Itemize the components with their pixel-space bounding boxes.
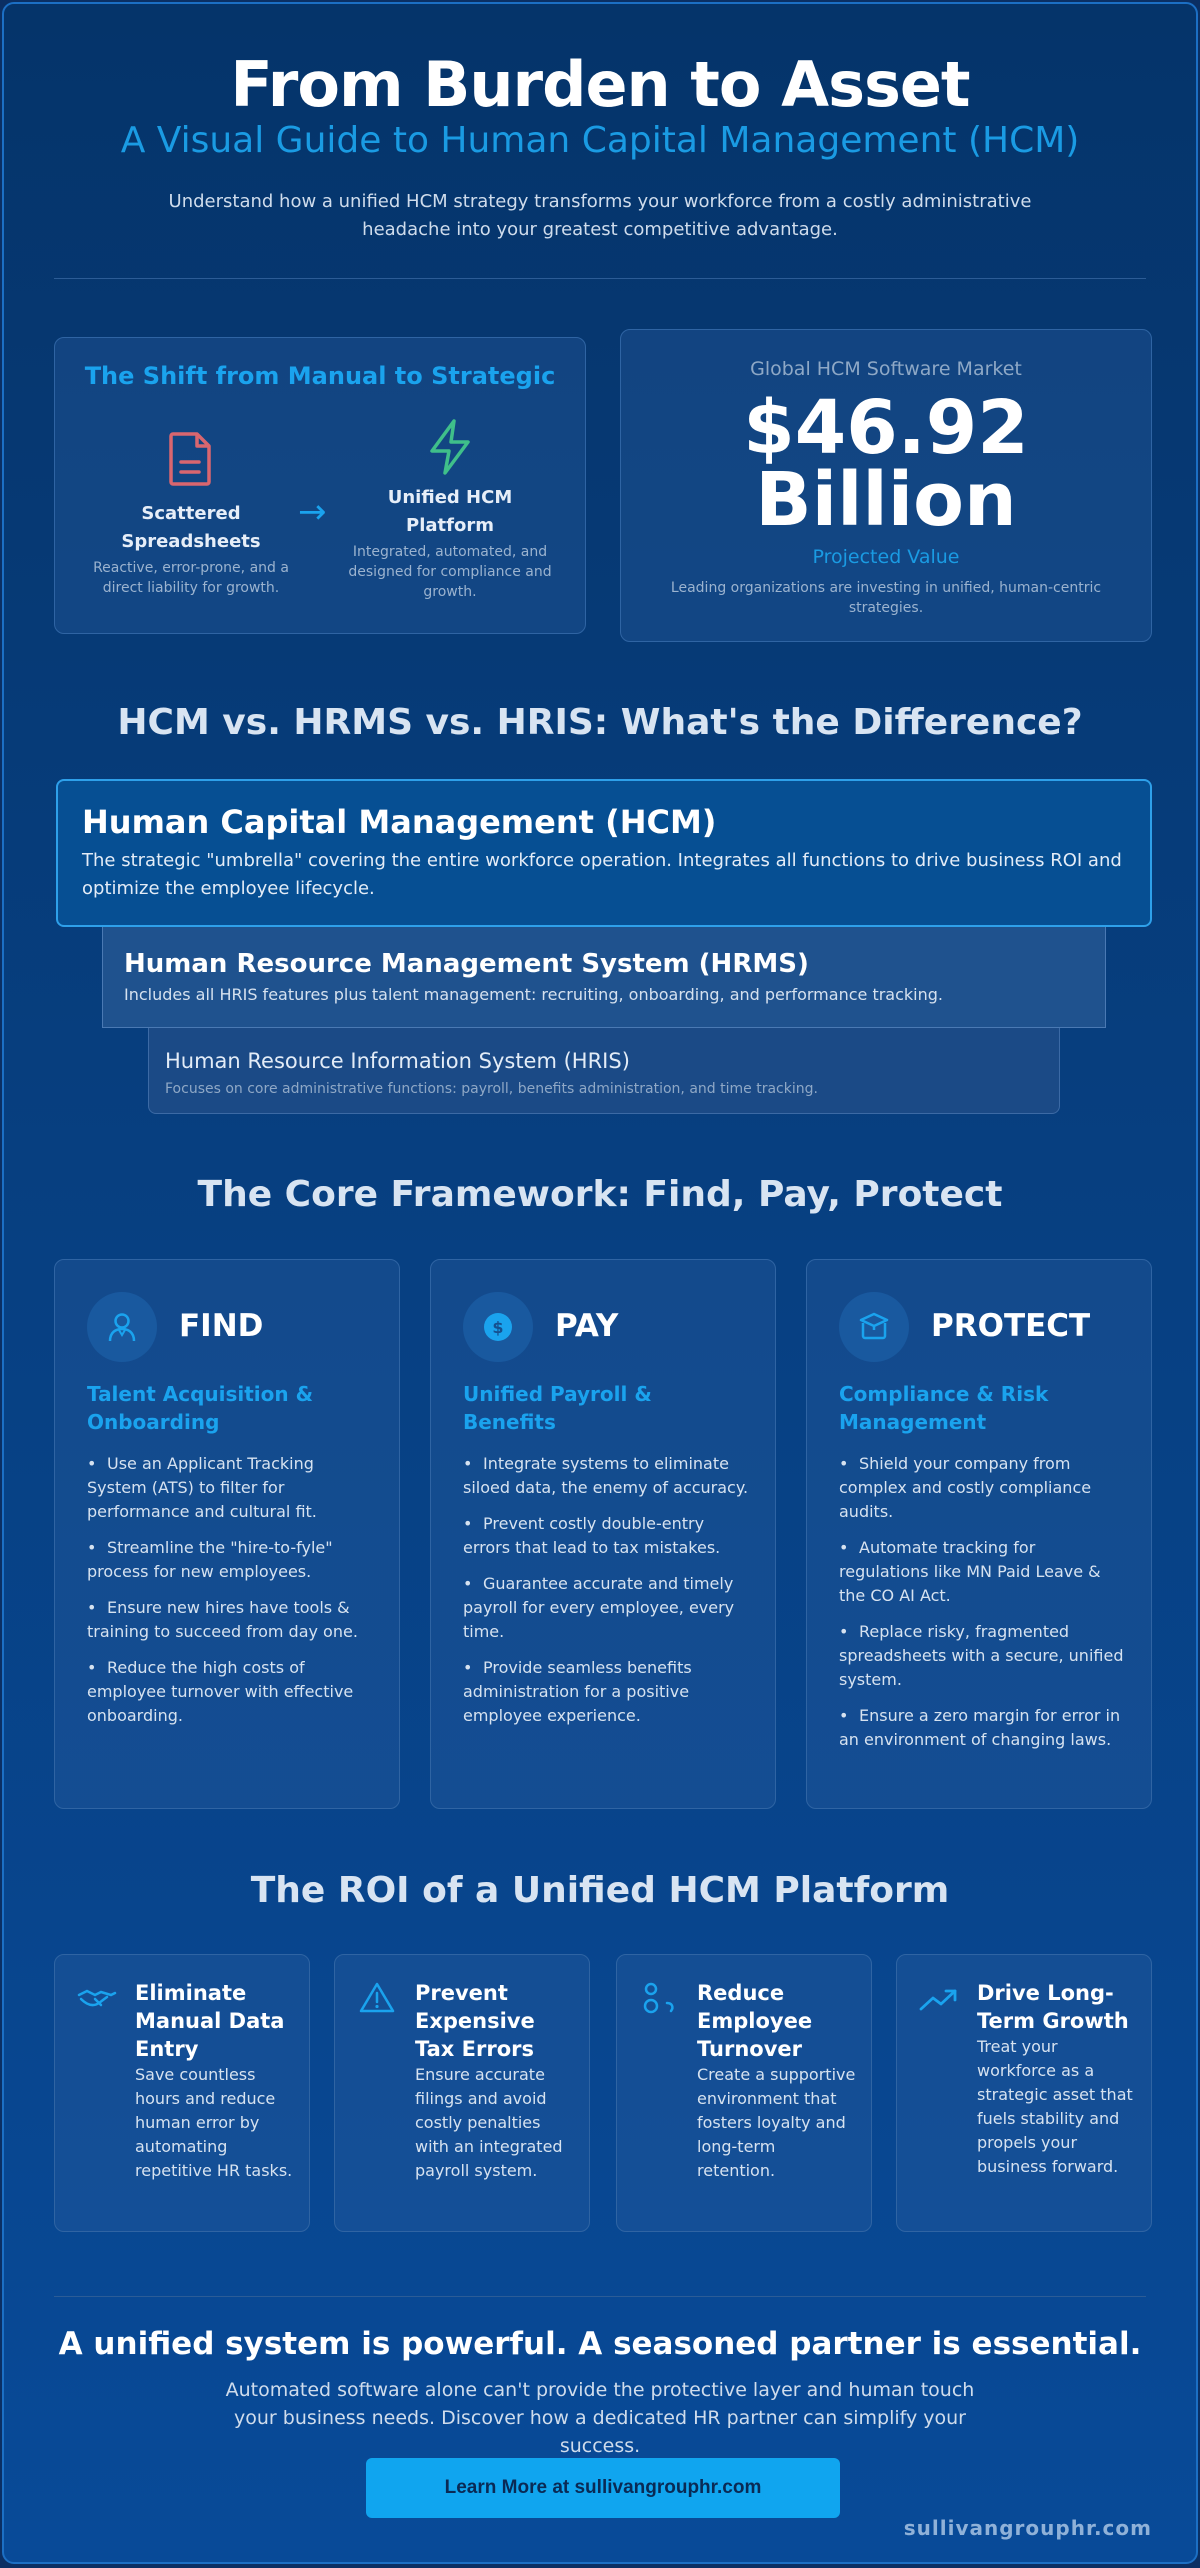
compare-title: HCM vs. HRMS vs. HRIS: What's the Difference? [117,702,1083,743]
shift-to [345,418,555,602]
list-item: • Streamline the "hire-to-fyle" process for new employees. [87,1536,375,1584]
tier-hris [148,1026,1060,1114]
document-icon [167,430,215,492]
list-item: • Provide seamless benefits administration for a positive employee experience. [463,1656,751,1728]
from-desc: Reactive, error-prone, and a direct liability for growth. [93,560,289,596]
list-item: • Ensure new hires have tools & training to succeed from day one. [87,1596,375,1644]
protect-subtitle: Compliance & Risk Management [839,1382,1049,1434]
divider [54,278,1146,279]
roi-title: The ROI of a Unified HCM Platform [250,1870,950,1911]
framework-protect-card [806,1259,1152,1809]
market-card [620,329,1152,642]
market-label: Global HCM Software Market [750,358,1022,380]
list-item: • Ensure a zero margin for error in an environment of changing laws. [839,1704,1127,1752]
framework-title: The Core Framework: Find, Pay, Protect [197,1174,1003,1215]
hris-title: Human Resource Information System (HRIS) [165,1049,630,1073]
protect-bullets [839,1452,1127,1764]
market-value: $46.92 [743,385,1029,471]
tier-hcm [56,779,1152,927]
roi-card-title: Prevent Expensive Tax Errors [415,1981,535,2061]
roi-card-desc: Save countless hours and reduce human error by automating repetitive HR tasks. [135,2065,293,2180]
hrms-title: Human Resource Management System (HRMS) [124,949,809,979]
list-item: • Guarantee accurate and timely payroll for every employee, every time. [463,1572,751,1644]
list-item: • Replace risky, fragmented spreadsheets with a secure, unified system. [839,1620,1127,1692]
find-bullets [87,1452,375,1740]
list-item: • Reduce the high costs of employee turnover with effective onboarding. [87,1656,375,1728]
hcm-title: Human Capital Management (HCM) [82,803,717,841]
pay-subtitle: Unified Payroll & Benefits [463,1382,652,1434]
handshake-icon [77,1987,117,2015]
hris-desc: Focuses on core administrative functions: payroll, benefits administration, and time tracking. [165,1081,818,1097]
roi-card-title: Eliminate Manual Data Entry [135,1981,285,2061]
svg-text:$: $ [492,1318,504,1337]
roi-card-desc: Treat your workforce as a strategic asset that fuels stability and propels your business forward. [977,2037,1133,2176]
roi-card-data-entry [54,1954,310,2232]
hrms-desc: Includes all HRIS features plus talent management: recruiting, onboarding, and performance tracking. [124,985,943,1004]
shift-from [91,430,291,598]
roi-card-title: Drive Long-Term Growth [977,1981,1129,2033]
footer-url: sullivangrouphr.com [903,2516,1152,2540]
find-name: FIND [179,1308,264,1344]
to-desc: Integrated, automated, and designed for compliance and growth. [348,544,552,600]
shift-title: The Shift from Manual to Strategic [84,362,556,390]
hcm-desc: The strategic "umbrella" covering the entire workforce operation. Integrates all functions to drive business ROI and optimize the employee lifecycle. [82,850,1122,899]
arrow-right-icon: → [298,492,327,532]
list-item: • Shield your company from complex and costly compliance audits. [839,1452,1127,1524]
roi-card-tax-errors [334,1954,590,2232]
pay-name: PAY [555,1308,619,1344]
framework-pay-card [430,1259,776,1809]
page-description: Understand how a unified HCM strategy transforms your workforce from a costly administrative headache into your greatest competitive advantage. [168,191,1032,240]
pay-bullets [463,1452,751,1740]
cta-description: Automated software alone can't provide the protective layer and human touch your business needs. Discover how a dedicated HR partner can simplify your success. [225,2379,975,2457]
list-item: • Integrate systems to eliminate siloed data, the enemy of accuracy. [463,1452,751,1500]
from-label: Scattered Spreadsheets [121,503,261,552]
people-icon [639,1981,679,2019]
page-subtitle: A Visual Guide to Human Capital Management (HCM) [120,120,1080,161]
market-note: Leading organizations are investing in unified, human-centric strategies. [670,580,1102,616]
shift-card [54,337,586,634]
trend-up-icon [919,1987,959,2017]
roi-card-growth [896,1954,1152,2232]
list-item: • Automate tracking for regulations like MN Paid Leave & the CO AI Act. [839,1536,1127,1608]
roi-card-turnover [616,1954,872,2232]
list-item: • Use an Applicant Tracking System (ATS) to filter for performance and cultural fit. [87,1452,375,1524]
tier-hrms [102,926,1106,1028]
lightning-icon [425,418,475,480]
list-item: • Prevent costly double-entry errors that lead to tax mistakes. [463,1512,751,1560]
to-label: Unified HCM Platform [387,487,513,536]
market-value-unit: Billion [755,457,1017,543]
find-subtitle: Talent Acquisition & Onboarding [87,1382,314,1434]
page-title: From Burden to Asset [230,48,970,121]
divider [54,2296,1146,2297]
warning-icon [359,1981,395,2019]
projected-label: Projected Value [812,546,960,568]
roi-card-desc: Ensure accurate filings and avoid costly penalties with an integrated payroll system. [415,2065,563,2180]
roi-card-desc: Create a supportive environment that fosters loyalty and long-term retention. [697,2065,856,2180]
infographic-page [2,2,1198,2564]
cta-title: A unified system is powerful. A seasoned partner is essential. [58,2326,1142,2362]
learn-more-button[interactable]: Learn More at sullivangrouphr.com [366,2458,840,2518]
roi-card-title: Reduce Employee Turnover [697,1981,813,2061]
framework-find-card [54,1259,400,1809]
shield-box-icon [839,1292,909,1362]
person-icon [87,1292,157,1362]
coin-icon [463,1292,533,1362]
protect-name: PROTECT [931,1308,1091,1344]
